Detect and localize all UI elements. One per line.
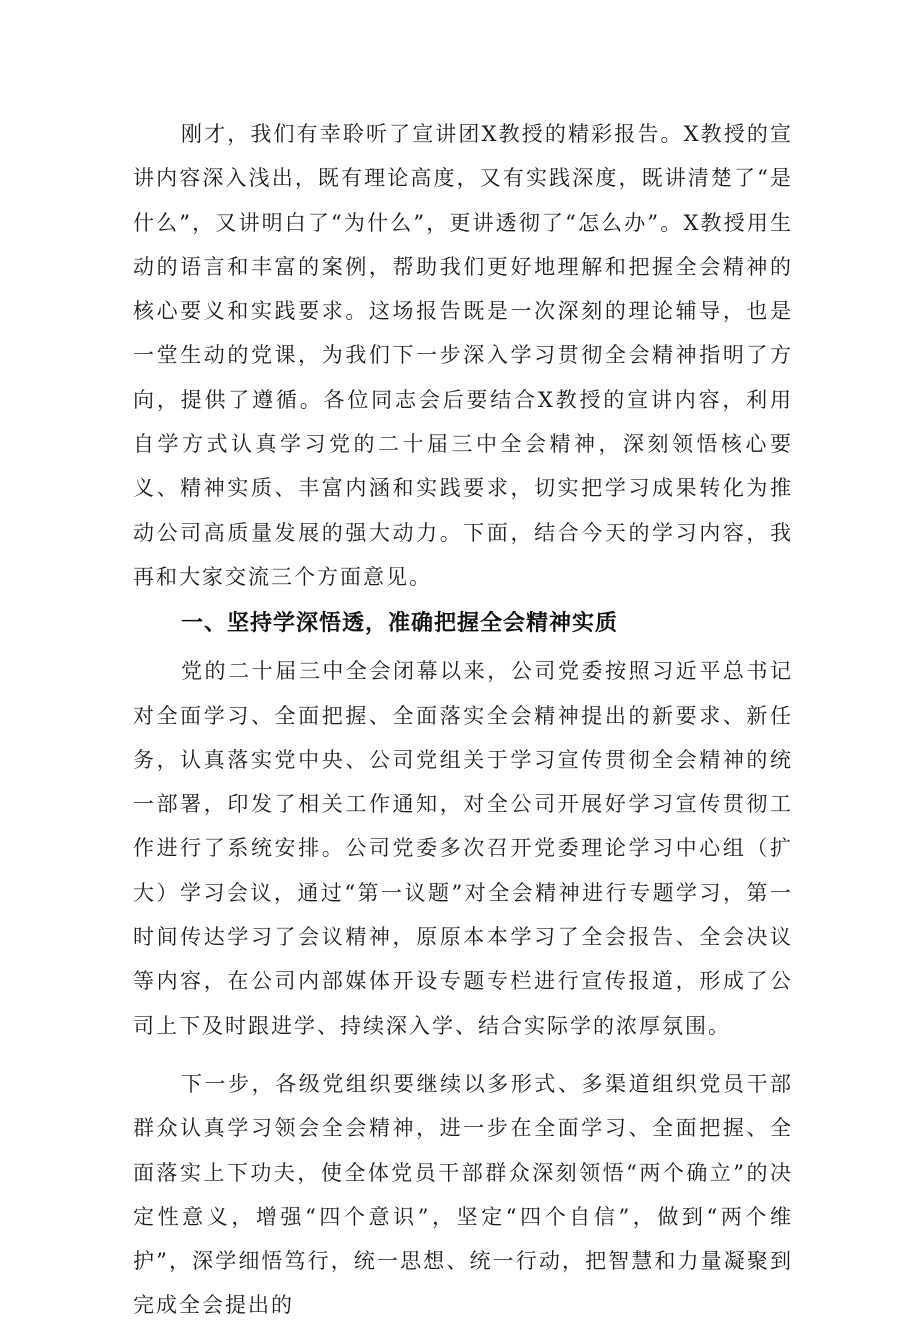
paragraph-section-1: 党的二十届三中全会闭幕以来，公司党委按照习近平总书记对全面学习、全面把握、全面落实全会精神提出的新要求、新任务，认真落实党中央、公司党组关于学习宣传贯彻全会精神的统一部署，印发了相关工作通知，对全公司开展好学习宣传贯彻工作进行了系统安排。公司党委多次召开党委理论学习中心组（扩大）学习会议，通过“第一议题”对全会精神进行专题学习，第一时间传达学习了会议精神，原原本本学习了全会报告、全会决议等内容，在公司内部媒体开设专题专栏进行宣传报道，形成了公司上下及时跟进学、持续深入学、结合实际学的浓厚氛围。: [133, 659, 793, 1038]
document-body: [133, 112, 793, 1328]
paragraph-intro: 刚才，我们有幸聆听了宣讲团X教授的精彩报告。X教授的宣讲内容深入浅出，既有理论高度，又有实践深度，既讲清楚了“是什么”，又讲明白了“为什么”，更讲透彻了“怎么办”。X教授用生动的语言和丰富的案例，帮助我们更好地理解和把握全会精神的核心要义和实践要求。这场报告既是一次深刻的理论辅导，也是一堂生动的党课，为我们下一步深入学习贯彻全会精神指明了方向，提供了遵循。各位同志会后要结合X教授的宣讲内容，利用自学方式认真学习党的二十届三中全会精神，深刻领悟核心要义、精神实质、丰富内涵和实践要求，切实把学习成果转化为推动公司高质量发展的强大动力。下面，结合今天的学习内容，我再和大家交流三个方面意见。: [133, 122, 793, 589]
paragraph-spacer: [133, 1048, 793, 1062]
section-heading-1: 一、坚持学深悟透，准确把握全会精神实质: [181, 611, 619, 637]
paragraph-next-step: 下一步，各级党组织要继续以多形式、多渠道组织党员干部群众认真学习领会全会精神，进一步在全面学习、全面把握、全面落实上下功夫，使全体党员干部群众深刻领悟“两个确立”的决定性意义，增强“四个意识”，坚定“四个自信”，做到“两个维护”，深学细悟笃行，统一思想、统一行动，把智慧和力量凝聚到完成全会提出的: [133, 1071, 793, 1318]
